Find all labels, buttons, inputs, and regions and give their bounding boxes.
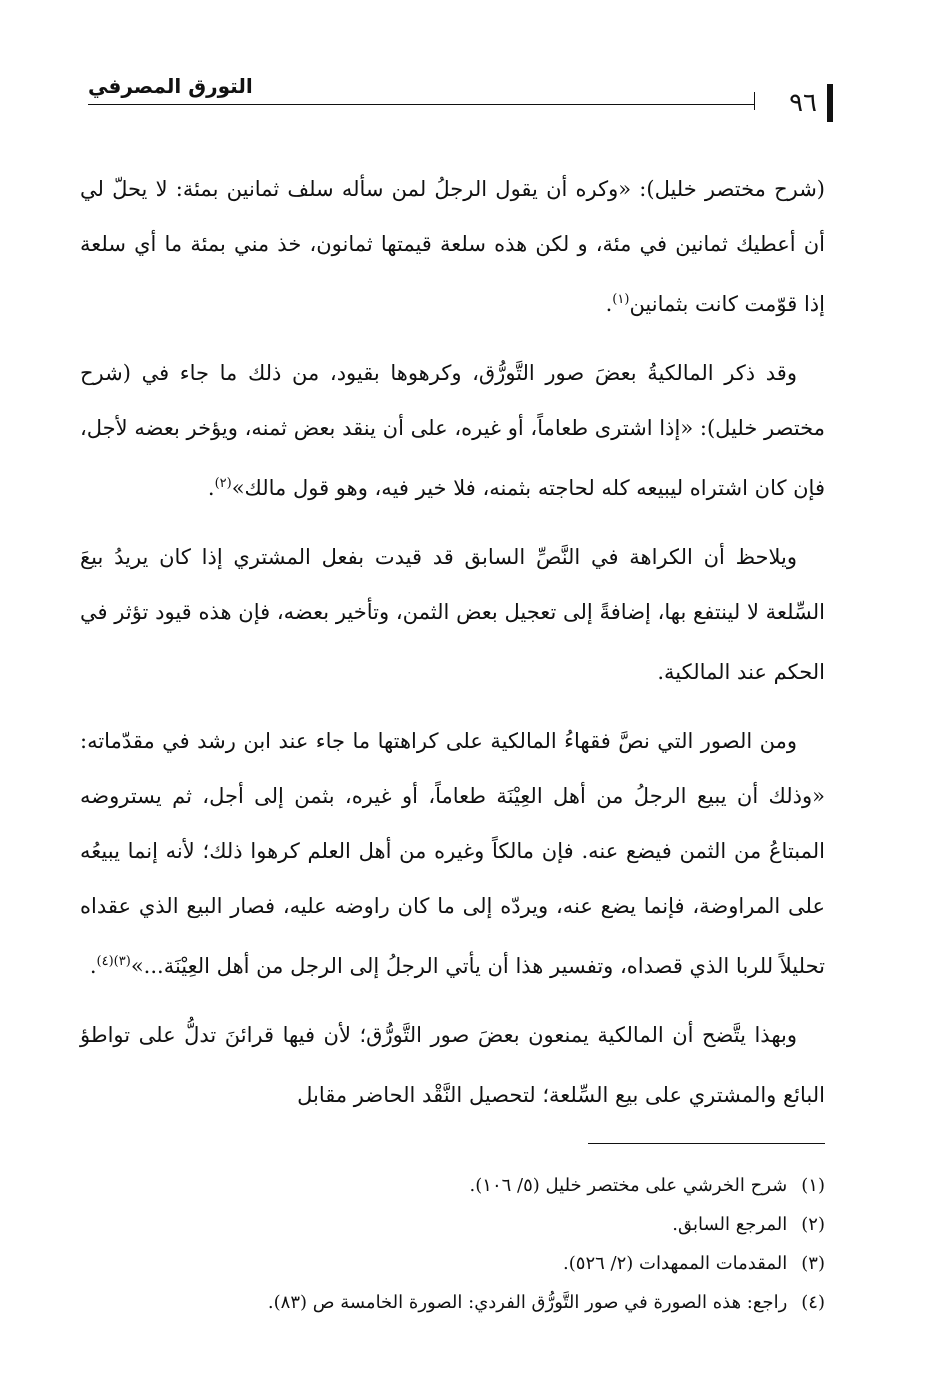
paragraph-tail: .: [605, 292, 613, 316]
paragraph-text: ويلاحظ أن الكراهة في النَّصِّ السابق قد قيدت بفعل المشتري إذا كان يريدُ بيعَ السِّلعة لا لينتفع بها، إضافةً إلى تعجيل بعض الثمن، وتأخير بعضه، فإن هذه قيود تؤثر في الحكم عند المالكية.: [80, 545, 825, 684]
footnote-number: (٣): [801, 1253, 825, 1274]
paragraph: [80, 162, 825, 332]
footnote-text: راجع: هذه الصورة في صور التَّورُّق الفردي: الصورة الخامسة ص (٨٣).: [267, 1292, 788, 1313]
paragraph: [80, 1008, 825, 1123]
footnote-ref: (١): [612, 292, 630, 307]
page-number-bar: [827, 84, 833, 122]
footnote-number: (٤): [801, 1292, 825, 1313]
header-rule: [88, 104, 755, 105]
footnote: [80, 1166, 825, 1205]
footnote: [80, 1205, 825, 1244]
paragraph-text: وقد ذكر المالكيةُ بعضَ صور التَّورُّق، وكرهوها بقيود، من ذلك ما جاء في (شرح مختصر خليل): «إذا اشترى طعاماً، أو غيره، على أن ينقد بعض ثمنه، ويؤخر بعضه لأجل، فإن كان اشتراه ليبيعه كله لحاجته بثمنه، فلا خير فيه، وهو قول مالك»: [80, 361, 825, 500]
running-header: [88, 74, 833, 124]
footnote-ref: (٢): [214, 476, 232, 491]
paragraph-tail: .: [89, 954, 97, 978]
footnote-number: (١): [801, 1175, 825, 1196]
footnote: [80, 1283, 825, 1322]
body-text: [80, 162, 825, 1137]
paragraph-tail: .: [207, 476, 215, 500]
paragraph-text: ومن الصور التي نصَّ فقهاءُ المالكية على كراهتها ما جاء عند ابن رشد في مقدّماته: «وذلك أن يبيع الرجلُ من أهل العِيْنَة طعاماً، أو غيره، بثمن إلى أجل، ثم يستروضه المبتاعُ من الثمن فيضع عنه. فإن مالكاً وغيره من أهل العلم كرهوا ذلك؛ لأنه إنما يبيعُه على المراوضة، فإنما يضع عنه، ويردّه إلى ما كان راوضه عليه، فصار البيع الذي عقداه تحليلاً للربا الذي قصداه، وتفسير هذا أن يأتي الرجلُ إلى الرجل من أهل العِيْنَة...»: [80, 729, 825, 978]
footnote-text: المقدمات الممهدات (٢/ ٥٢٦).: [563, 1253, 788, 1274]
paragraph-text: وبهذا يتَّضح أن المالكية يمنعون بعضَ صور التَّورُّق؛ لأن فيها قرائنَ تدلُّ على تواطؤ البائع والمشتري على بيع السِّلعة؛ لتحصيل النَّقْد الحاضر مقابل: [80, 1023, 825, 1107]
footnote-separator: [588, 1143, 825, 1144]
header-tick: [754, 92, 756, 110]
paragraph: [80, 714, 825, 994]
paragraph: [80, 530, 825, 700]
footnote-number: (٢): [801, 1214, 825, 1235]
footnote-text: شرح الخرشي على مختصر خليل (٥/ ١٠٦).: [469, 1175, 788, 1196]
paragraph-text: (شرح مختصر خليل): «وكره أن يقول الرجلُ لمن سأله سلف ثمانين بمئة: لا يحلّ لي أن أعطيك ثمانين في مئة، و لكن هذه سلعة قيمتها ثمانون، خذ مني بمئة ما أي سلعة إذا قوّمت كانت بثمانين: [80, 177, 825, 316]
footnote-text: المرجع السابق.: [672, 1214, 788, 1235]
page-number: ٩٦: [789, 88, 817, 118]
running-title: التورق المصرفي: [88, 74, 253, 98]
footnote: [80, 1244, 825, 1283]
footnotes: [80, 1166, 825, 1322]
paragraph: [80, 346, 825, 516]
footnote-ref: (٣)(٤): [96, 954, 131, 969]
